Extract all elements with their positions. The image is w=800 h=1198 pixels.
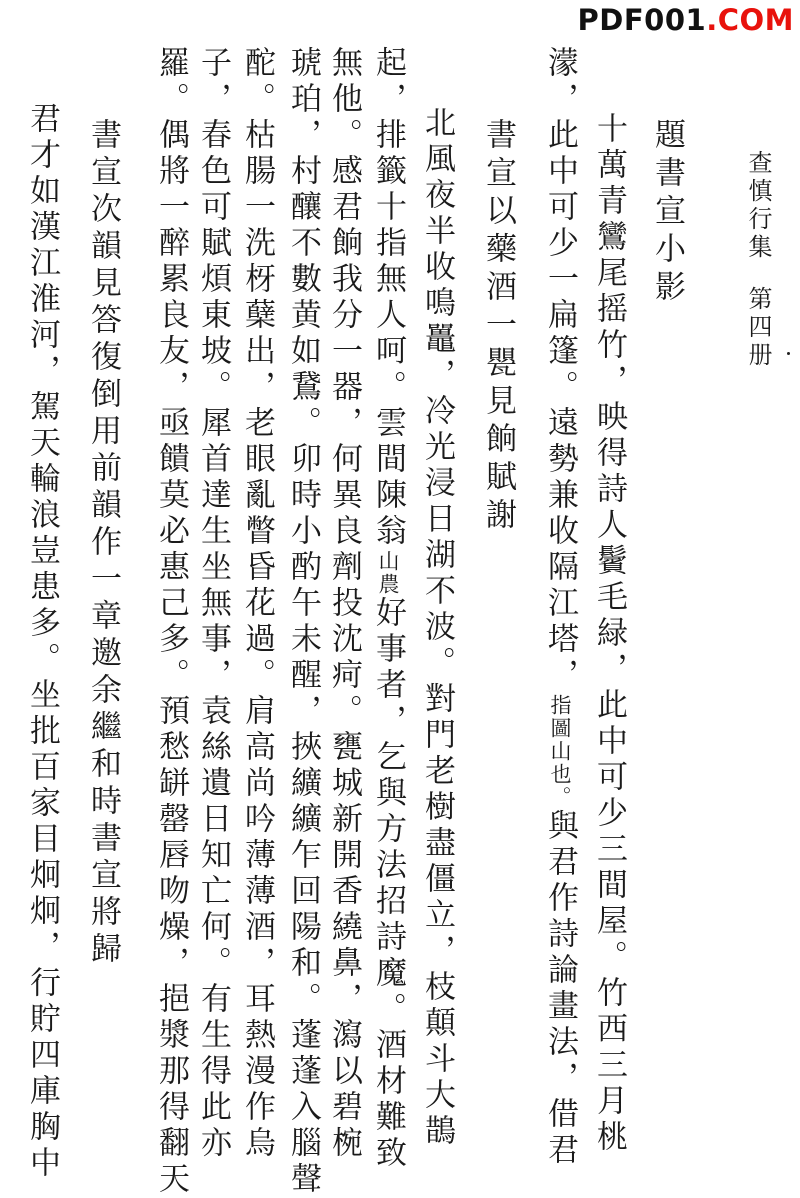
poem-title-1: 題書宣小影 (649, 118, 685, 308)
text-column-6-part-b: 好事者，乞與方法招詩魔。酒材難致 (370, 596, 406, 1172)
text-column-3-part-b: 與君作詩論畫法，借君 (542, 809, 578, 1169)
text-column-11: 羅。偶將一醉累良友，亟饋莫必惠己多。預愁缾罄唇吻燥，挹漿那得翻天 (153, 46, 189, 1198)
text-column-10: 子，春色可賦煩東坡。犀首達生坐無事，袁絲遺日知亡何。有生得此亦 (195, 46, 231, 1162)
inline-note-2: 山農 (376, 550, 400, 596)
text-column-8: 琥珀，村釀不數黄如鵞。卯時小酌午未醒，挾纊纊乍回陽和。蓬蓬入腦聲 (285, 46, 321, 1198)
stray-dot (787, 352, 790, 355)
poem-title-3: 書宣次韻見答復倒用前韻作一章邀余繼和時書宣將歸 (85, 118, 121, 969)
inline-note-1: 指圖山也。 (548, 694, 572, 809)
text-column-7: 無他。感君餉我分一器，何異良劑投沈疴。甕城新開香繞鼻，瀉以碧椀 (326, 46, 362, 1162)
text-column-9: 酡。枯腸一洗枒蘖出，老眼亂瞥昏花過。肩高尚吟薄薄酒，耳熱漫作烏 (239, 46, 275, 1162)
text-column-2: 十萬青鸞尾摇竹，映得詩人鬢毛緑，此中可少三間屋。竹西三月桃 (591, 112, 627, 1156)
poem-title-2: 書宣以藥酒一甖見餉賦謝 (480, 118, 516, 536)
text-column-6 (370, 46, 406, 1172)
watermark-main: PDF001 (577, 3, 707, 37)
text-column-3 (542, 46, 578, 1169)
volume-label: 第四册 (744, 286, 772, 370)
text-column-3-part-a: 濛，此中可少一扁篷。遠勢兼收隔江塔， (542, 46, 578, 694)
book-title: 查慎行集 (744, 150, 772, 262)
text-column-6-part-a: 起，排籤十指無人呵。雲間陳翁 (370, 46, 406, 550)
text-column-13: 君才如漢江淮河，駕天輪浪豈患多。坐批百家目炯炯，行貯四庫胸中 (24, 102, 60, 1182)
text-column-5: 北風夜半收鳴鼉，冷光浸日湖不波。對門老樹盡僵立，枝顛斗大鵲 (419, 106, 455, 1150)
watermark-accent: .COM (706, 3, 794, 37)
running-header (746, 150, 770, 370)
